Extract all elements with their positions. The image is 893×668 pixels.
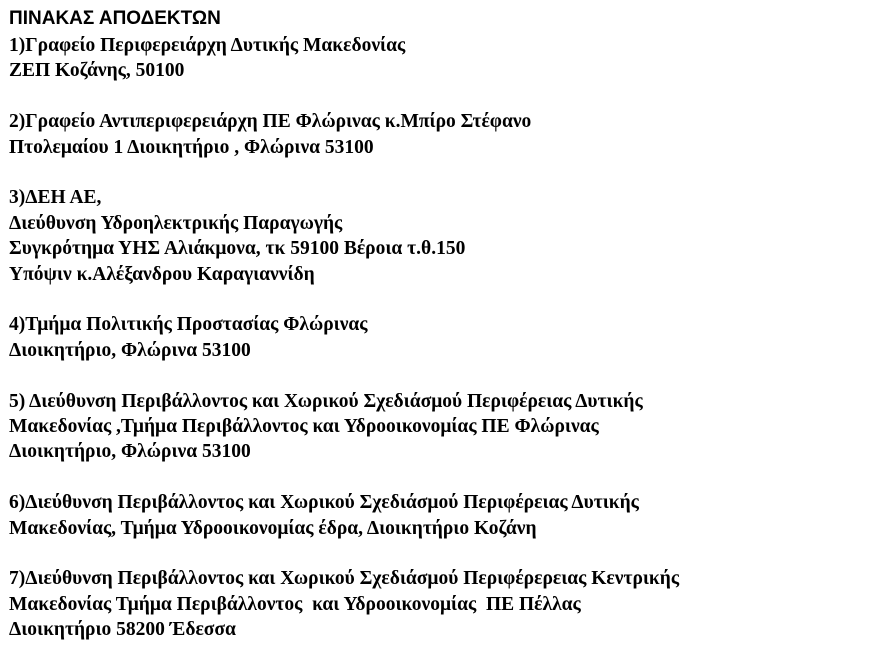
recipient-line: Μακεδονίας Τμήμα Περιβάλλοντος και Υδροοικονομίας ΠΕ Πέλλας [9, 593, 581, 615]
recipient-line: ΖΕΠ Κοζάνης, 50100 [9, 60, 185, 82]
recipient-entry-2 [9, 109, 889, 160]
recipient-line: Συγκρότημα ΥΗΣ Αλιάκμονα, τκ 59100 Βέροια τ.θ.150 [9, 238, 466, 260]
recipient-line: 4)Τμήμα Πολιτικής Προστασίας Φλώρινας [9, 314, 368, 336]
recipient-line: 5) Διεύθυνση Περιβάλλοντος και Χωρικού Σχεδιάσμού Περιφέρειας Δυτικής [9, 390, 643, 412]
recipient-line: Διεύθυνση Υδροηλεκτρικής Παραγωγής [9, 212, 343, 234]
recipient-line: 1)Γραφείο Περιφερειάρχη Δυτικής Μακεδονίας [9, 35, 406, 56]
recipient-line: Μακεδονίας ,Τμήμα Περιβάλλοντος και Υδροοικονομίας ΠΕ Φλώρινας [9, 416, 599, 438]
recipient-entry-6 [9, 490, 889, 541]
recipient-line: Διοικητήριο, Φλώρινα 53100 [9, 339, 251, 361]
recipient-line: Μακεδονίας, Τμήμα Υδροοικονομίας έδρα, Διοικητήριο Κοζάνη [9, 517, 537, 539]
recipient-line: 2)Γραφείο Αντιπεριφερειάρχη ΠΕ Φλώρινας κ.Μπίρο Στέφανο [9, 111, 532, 133]
recipient-line: 6)Διεύθυνση Περιβάλλοντος και Χωρικού Σχεδιάσμού Περιφέρειας Δυτικής [9, 492, 639, 514]
recipient-line: Πτολεμαίου 1 Διοικητήριο , Φλώρινα 53100 [9, 136, 374, 158]
page-title: ΠΙΝΑΚΑΣ ΑΠΟΔΕΚΤΩΝ [9, 8, 221, 29]
recipient-line: 7)Διεύθυνση Περιβάλλοντος και Χωρικού Σχεδιάσμού Περιφέρερειας Κεντρικής [9, 568, 680, 590]
recipient-entry-5 [9, 389, 889, 465]
recipient-line: Διοικητήριο 58200 Έδεσσα [9, 619, 236, 641]
recipient-entry-4 [9, 312, 889, 363]
document-page [9, 5, 889, 668]
recipient-entry-7 [9, 566, 889, 642]
recipient-line: 3)ΔΕΗ ΑΕ, [9, 187, 102, 209]
recipient-line: Διοικητήριο, Φλώρινα 53100 [9, 441, 251, 463]
recipient-line: Υπόψιν κ.Αλέξανδρου Καραγιαννίδη [9, 263, 315, 285]
recipient-entry-1 [9, 33, 889, 84]
recipient-entry-3 [9, 185, 889, 287]
